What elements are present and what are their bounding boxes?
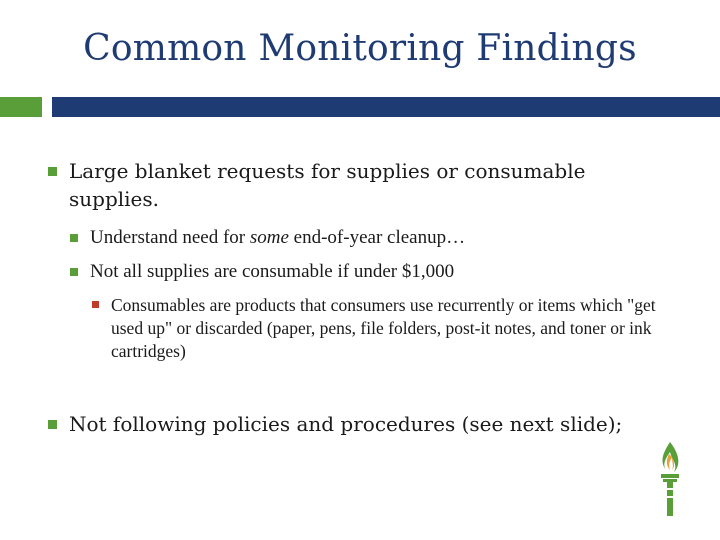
bullet-marker [70,234,78,242]
bullet-text-part: Understand need for [90,227,250,248]
bullet-text: Large blanket requests for supplies or consumable supplies. [69,159,586,211]
torch-icon [652,440,688,520]
bullet-marker [48,420,57,429]
bullet-level2 [70,259,670,285]
bullet-level3 [92,294,672,363]
title-rule-blue [52,97,720,117]
bullet-text-part: end-of-year cleanup… [288,227,466,248]
title-rule-green [0,97,42,117]
bullet-text: Consumables are products that consumers use recurrently or items which "get used up" or discarded (paper, pens, file folders, post-it notes, and toner or ink cartridges) [111,295,656,361]
bullet-text: Not following policies and procedures (see next slide); [69,412,623,436]
bullet-level1 [48,157,668,213]
bullet-level2 [70,225,670,251]
bullet-level1 [48,410,668,438]
bullet-text [90,225,670,251]
bullet-marker [48,167,57,176]
slide-title: Common Monitoring Findings [83,28,637,69]
bullet-text: Not all supplies are consumable if under $1,000 [90,261,455,282]
bullet-marker [70,268,78,276]
bullet-marker [92,301,99,308]
bullet-text-emphasis: some [249,227,289,248]
